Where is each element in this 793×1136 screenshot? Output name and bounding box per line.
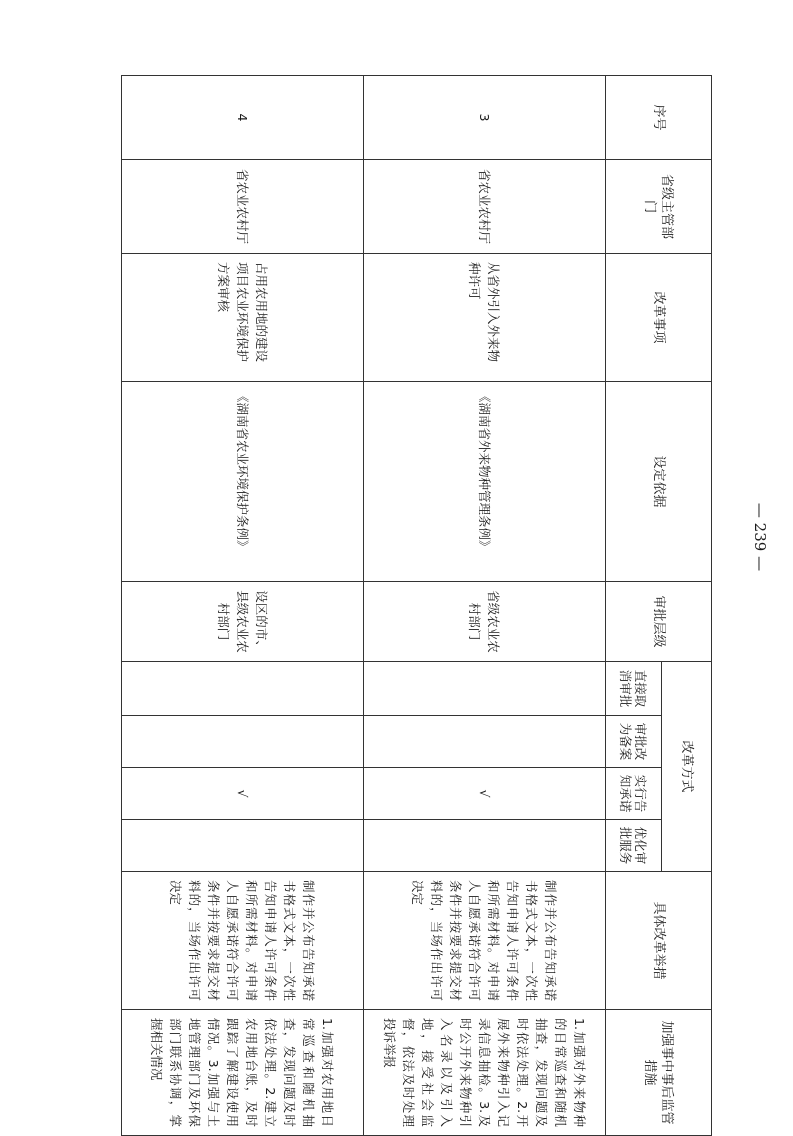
header-level: 审批层级 <box>606 582 712 662</box>
cell-cancel <box>122 662 364 716</box>
cell-level: 省级农业农村部门 <box>364 582 606 662</box>
cell-measures: 制作并公布告知承诺书格式文本，一次性告知申请人许可条件和所需材料。对申请人自愿承诺符合许可条件并按要求提交材料的，当场作出许可决定 <box>122 872 364 1010</box>
cell-basis: 《湖南省农业环境保护条例》 <box>122 382 364 582</box>
cell-filing <box>364 716 606 768</box>
cell-supervision: 1.加强对农用地日常巡查和随机抽查，发现问题及时依法处理。2.建立农用地台账，及时跟踪了解建设使用情况。3.加强与土地管理部门及环保部门联系协调，掌握相关情况 <box>122 1010 364 1136</box>
cell-dept: 省农业农村厅 <box>122 160 364 254</box>
cell-commit: √ <box>364 768 606 820</box>
cell-item: 从省外引入外来物种许可 <box>364 254 606 382</box>
cell-filing <box>122 716 364 768</box>
reform-table <box>121 75 712 1136</box>
header-item: 改革事项 <box>606 254 712 382</box>
cell-level: 设区的市、县级农业农村部门 <box>122 582 364 662</box>
cell-measures: 制作并公布告知承诺书格式文本，一次性告知申请人许可条件和所需材料。对申请人自愿承诺符合许可条件并按要求提交材料的，当场作出许可决定 <box>364 872 606 1010</box>
cell-optimize <box>364 820 606 872</box>
header-measures: 具体改革举措 <box>606 872 712 1010</box>
header-mode-optimize: 优化审批服务 <box>606 820 662 872</box>
header-basis: 设定依据 <box>606 382 712 582</box>
cell-cancel <box>364 662 606 716</box>
header-seq: 序号 <box>606 76 712 160</box>
header-dept: 省级主管部门 <box>606 160 712 254</box>
cell-seq: 3 <box>364 76 606 160</box>
table-row <box>122 76 364 1136</box>
cell-commit: √ <box>122 768 364 820</box>
cell-dept: 省农业农村厅 <box>364 160 606 254</box>
header-mode-commit: 实行告知承诺 <box>606 768 662 820</box>
header-mode-filing: 审批改为备案 <box>606 716 662 768</box>
cell-item: 占用农用地的建设项目农业环境保护方案审核 <box>122 254 364 382</box>
cell-basis: 《湖南省外来物种管理条例》 <box>364 382 606 582</box>
header-mode-cancel: 直接取消审批 <box>606 662 662 716</box>
cell-supervision: 1.加强对外来物种的日常巡查和随机抽查，发现问题及时依法处理。2.开展外来物种引入记录信息抽检。3.及时公开外来物种引入名录以及引入地，接受社会监督，依法及时处理投诉举报 <box>364 1010 606 1136</box>
cell-seq: 4 <box>122 76 364 160</box>
table-row <box>364 76 606 1136</box>
header-supervision: 加强事中事后监管措施 <box>606 1010 712 1136</box>
page-number: — 239 — <box>751 502 770 572</box>
header-reform-mode: 改革方式 <box>662 662 712 872</box>
rotated-page-content <box>122 75 712 1128</box>
cell-optimize <box>122 820 364 872</box>
